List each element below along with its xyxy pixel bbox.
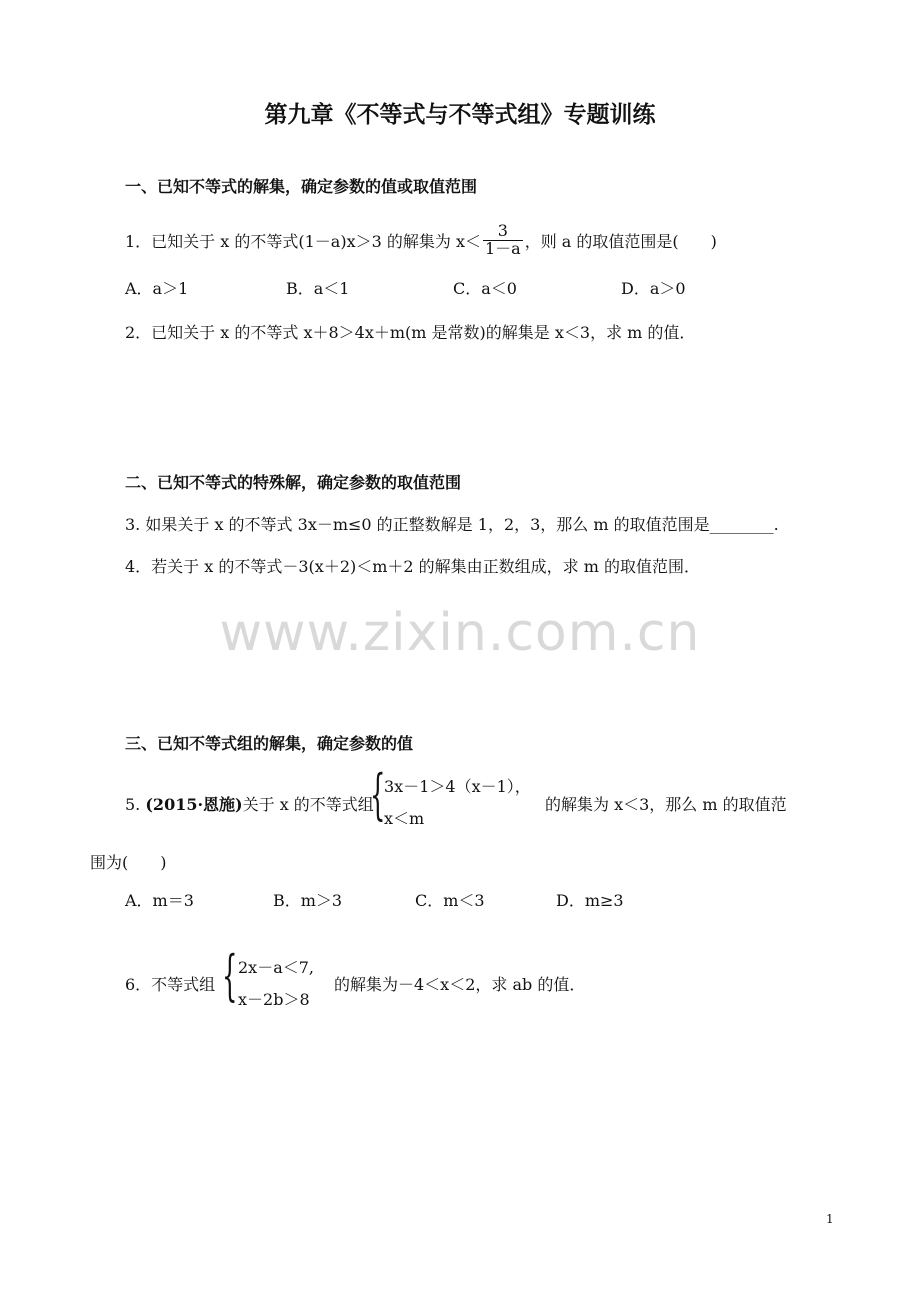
- section-heading-2: 二、已知不等式的特殊解，确定参数的取值范围: [125, 473, 462, 492]
- question-1-option-a: A．a＞1: [125, 279, 189, 298]
- question-6-text-before: 6．不等式组: [125, 975, 216, 994]
- fraction-denominator: 1－a: [484, 238, 521, 258]
- question-5-text-after: 的解集为 x＜3，那么 m 的取值范: [545, 795, 787, 814]
- question-5-system-line-1: 3x－1＞4（x－1），: [384, 777, 531, 796]
- question-4: 4．若关于 x 的不等式－3(x＋2)＜m＋2 的解集由正数组成，求 m 的取值范围．: [125, 557, 701, 576]
- question-1: [125, 217, 717, 263]
- question-1-option-d: D．a＞0: [621, 279, 686, 298]
- question-1-option-b: B．a＜1: [286, 279, 350, 298]
- question-6-text-after: 的解集为－4＜x＜2，求 ab 的值．: [334, 975, 586, 994]
- question-5-option-b: B．m＞3: [273, 891, 343, 910]
- question-6-system-line-2: x－2b＞8: [238, 990, 310, 1009]
- question-2: 2．已知关于 x 的不等式 x＋8＞4x＋m(m 是常数)的解集是 x＜3，求 m 的值．: [125, 323, 696, 342]
- page-number: 1: [826, 1212, 834, 1226]
- question-1-text-after: ，则 a 的取值范围是( ): [524, 231, 717, 251]
- question-6-system-line-1: 2x－a＜7,: [238, 958, 315, 977]
- question-5-number: 5.: [125, 795, 146, 814]
- question-5-lead: [125, 792, 374, 815]
- question-5-continuation: 围为( ): [90, 853, 167, 872]
- left-brace-icon: {: [370, 763, 386, 826]
- question-5-option-d: D．m≥3: [556, 891, 624, 910]
- question-3: 3. 如果关于 x 的不等式 3x－m≤0 的正整数解是 1，2，3，那么 m 的取值范围是________.: [125, 515, 779, 534]
- left-brace-icon: {: [222, 944, 238, 1007]
- question-1-text-before: 1．已知关于 x 的不等式(1－a)x＞3 的解集为 x＜: [125, 231, 481, 251]
- question-5-text-before: 关于 x 的不等式组: [242, 795, 374, 814]
- question-5-option-c: C．m＜3: [415, 891, 485, 910]
- question-5-option-a: A．m＝3: [125, 891, 194, 910]
- watermark: www.zixin.com.cn: [219, 603, 701, 663]
- question-5-system-line-2: x＜m: [384, 809, 425, 828]
- question-1-fraction: [483, 220, 523, 258]
- page-title: 第九章《不等式与不等式组》专题训练: [264, 102, 656, 128]
- question-5-source: (2015·恩施): [145, 795, 243, 814]
- section-heading-1: 一、已知不等式的解集，确定参数的值或取值范围: [125, 177, 478, 196]
- fraction-numerator: 3: [483, 223, 523, 241]
- section-heading-3: 三、已知不等式组的解集，确定参数的值: [125, 734, 414, 753]
- question-1-option-c: C．a＜0: [453, 279, 517, 298]
